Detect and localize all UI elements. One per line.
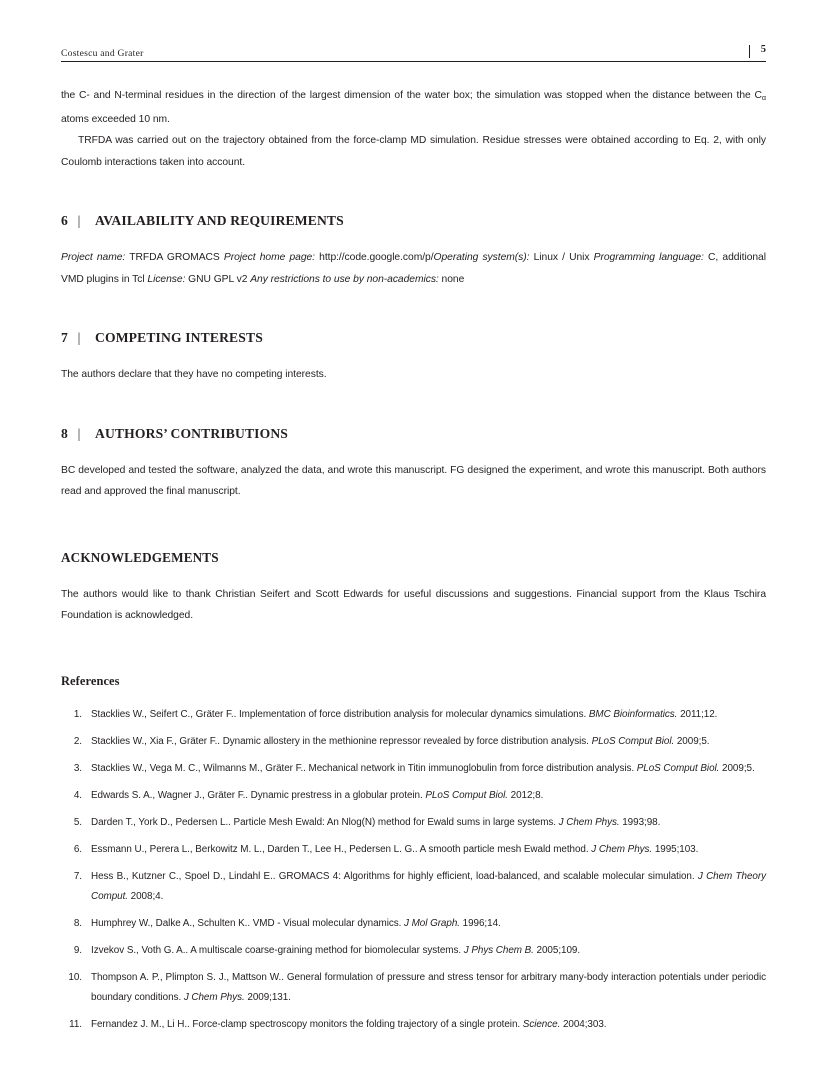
reference-text bbox=[91, 759, 766, 779]
paragraph-authors-contributions: BC developed and tested the software, analyzed the data, and wrote this manuscript. FG designed the experiment, and wrote this manuscript. Both authors read and approved the final manuscript. bbox=[61, 464, 766, 497]
references-heading: References bbox=[61, 673, 120, 688]
reference-authors-title: Humphrey W., Dalke A., Schulten K.. VMD - Visual molecular dynamics. bbox=[91, 917, 405, 929]
reference-authors-title: Edwards S. A., Wagner J., Gräter F.. Dynamic prestress in a globular protein. bbox=[91, 789, 426, 801]
reference-item bbox=[61, 759, 766, 779]
reference-year-volume: 1996;14. bbox=[459, 917, 501, 929]
reference-journal: J Chem Phys. bbox=[558, 816, 620, 828]
reference-number: 8. bbox=[73, 917, 82, 929]
reference-year-volume: 2009;5. bbox=[674, 735, 710, 747]
section-heading-availability bbox=[61, 213, 766, 229]
reference-number: 10. bbox=[68, 971, 82, 983]
section-separator-icon: | bbox=[77, 425, 81, 441]
reference-item bbox=[61, 705, 766, 725]
reference-number: 9. bbox=[73, 944, 82, 956]
reference-number: 5. bbox=[73, 816, 82, 828]
availability-field-label-4: License: bbox=[147, 273, 186, 285]
paragraph-availability-fields bbox=[61, 247, 766, 290]
section-number-8: 8 bbox=[61, 425, 68, 441]
running-head-page-group bbox=[749, 43, 766, 56]
reference-text bbox=[91, 867, 766, 906]
reference-number: 7. bbox=[73, 871, 82, 883]
reference-year-volume: 1993;98. bbox=[619, 816, 661, 828]
reference-year-volume: 2012;8. bbox=[507, 789, 544, 801]
section-title-availability: AVAILABILITY AND REQUIREMENTS bbox=[95, 213, 344, 228]
reference-authors-title: Stacklies W., Vega M. C., Wilmanns M., Gräter F.. Mechanical network in Titin immunoglobulin from force distribution analysis. bbox=[91, 762, 637, 774]
header-divider bbox=[61, 61, 766, 62]
reference-text bbox=[91, 732, 766, 752]
reference-text bbox=[91, 914, 766, 934]
reference-number: 2. bbox=[73, 735, 82, 747]
reference-journal: J Chem Phys. bbox=[183, 991, 245, 1003]
reference-journal: J Chem Phys. bbox=[591, 843, 653, 855]
availability-field-value-0: TRFDA GROMACS bbox=[125, 252, 224, 263]
reference-text bbox=[91, 941, 766, 961]
availability-field-label-2: Operating system(s): bbox=[433, 252, 530, 263]
section-title-competing-interests: COMPETING INTERESTS bbox=[95, 330, 263, 345]
reference-year-volume: 2005;109. bbox=[533, 944, 581, 956]
availability-field-value-4: GNU GPL v2 bbox=[185, 273, 251, 285]
reference-text bbox=[91, 705, 766, 725]
reference-year-volume: 2008;4. bbox=[127, 890, 164, 902]
page-content bbox=[61, 0, 766, 1042]
reference-item bbox=[61, 786, 766, 806]
availability-field-label-5: Any restrictions to use by non-academics: bbox=[250, 273, 439, 285]
availability-field-value-2: Linux / Unix bbox=[529, 252, 594, 263]
reference-text bbox=[91, 786, 766, 806]
reference-item bbox=[61, 968, 766, 1007]
reference-authors-title: Fernandez J. M., Li H.. Force-clamp spectroscopy monitors the folding trajectory of a single protein. bbox=[91, 1018, 523, 1030]
paragraph-text-post: atoms exceeded 10 nm. bbox=[61, 113, 170, 125]
section-number-7: 7 bbox=[61, 330, 68, 345]
paragraph-text-pre: the C- and N-terminal residues in the direction of the largest dimension of the water box; the simulation was stopped when the distance between the C bbox=[61, 90, 762, 101]
reference-journal: J Chem Theory Comput. bbox=[91, 871, 766, 902]
reference-journal: J Mol Graph. bbox=[404, 917, 460, 929]
reference-number: 1. bbox=[73, 708, 82, 720]
paragraph-methods-continued bbox=[61, 85, 766, 130]
reference-authors-title: Stacklies W., Seifert C., Gräter F.. Implementation of force distribution analysis for molecular dynamics simulations. bbox=[91, 708, 589, 720]
availability-field-label-1: Project home page: bbox=[223, 252, 315, 263]
reference-year-volume: 2009;5. bbox=[719, 762, 755, 774]
reference-authors-title: Hess B., Kutzner C., Spoel D., Lindahl E.. GROMACS 4: Algorithms for highly efficient, load-balanced, and scalable molecular simulation. bbox=[91, 871, 698, 883]
references-list bbox=[61, 705, 766, 1035]
reference-text bbox=[91, 1015, 766, 1035]
reference-item bbox=[61, 813, 766, 833]
running-head-separator-rule bbox=[749, 45, 750, 58]
reference-year-volume: 2011;12. bbox=[677, 708, 718, 720]
reference-journal: PLoS Comput Biol. bbox=[636, 762, 720, 774]
availability-field-value-3: C, additional VMD plugins in Tcl bbox=[61, 252, 766, 285]
reference-item bbox=[61, 732, 766, 752]
reference-journal: PLoS Comput Biol. bbox=[425, 789, 508, 801]
reference-authors-title: Darden T., York D., Pedersen L.. Particle Mesh Ewald: An Nlog(N) method for Ewald sums in large systems. bbox=[91, 816, 559, 828]
availability-field-label-3: Programming language: bbox=[593, 252, 704, 263]
reference-number: 4. bbox=[73, 789, 82, 801]
paragraph-trfda: TRFDA was carried out on the trajectory obtained from the force-clamp MD simulation. Residue stresses were obtained according to Eq. 2, with only Coulomb interactions taken into account. bbox=[61, 135, 766, 168]
reference-year-volume: 1995;103. bbox=[652, 843, 699, 855]
section-heading-authors-contributions bbox=[61, 426, 766, 442]
availability-field-label-0: Project name: bbox=[61, 252, 126, 263]
section-separator-icon: | bbox=[77, 330, 81, 345]
reference-number: 3. bbox=[73, 762, 82, 774]
reference-journal: Science. bbox=[522, 1018, 561, 1030]
reference-text bbox=[91, 968, 766, 1007]
reference-item bbox=[61, 1015, 766, 1035]
reference-authors-title: Essmann U., Perera L., Berkowitz M. L., Darden T., Lee H., Pedersen L. G.. A smooth particle mesh Ewald method. bbox=[91, 843, 592, 855]
reference-number: 11. bbox=[69, 1018, 82, 1030]
reference-journal: PLoS Comput Biol. bbox=[591, 735, 675, 747]
reference-authors-title: Thompson A. P., Plimpton S. J., Mattson W.. General formulation of pressure and stress tensor for arbitrary many-body interaction potentials under periodic boundary conditions. bbox=[91, 971, 766, 1003]
reference-journal: J Phys Chem B. bbox=[463, 944, 534, 956]
reference-item bbox=[61, 867, 766, 906]
section-number-6: 6 bbox=[61, 213, 68, 228]
running-head-authors: Costescu and Grater bbox=[61, 48, 144, 59]
subscript-alpha: α bbox=[761, 93, 766, 102]
reference-year-volume: 2004;303. bbox=[560, 1018, 607, 1030]
reference-item bbox=[61, 941, 766, 961]
section-separator-icon: | bbox=[77, 213, 81, 228]
reference-text bbox=[91, 813, 766, 833]
paragraph-competing-interests: The authors declare that they have no competing interests. bbox=[61, 369, 327, 380]
reference-text bbox=[91, 840, 766, 860]
reference-year-volume: 2009;131. bbox=[244, 991, 291, 1003]
section-heading-competing-interests bbox=[61, 330, 766, 346]
running-head bbox=[61, 0, 766, 69]
reference-number: 6. bbox=[73, 843, 82, 855]
availability-field-value-1: http://code.google.com/p/ bbox=[314, 252, 434, 263]
reference-authors-title: Stacklies W., Xia F., Gräter F.. Dynamic allostery in the methionine repressor revealed by force distribution analysis. bbox=[91, 735, 592, 747]
section-title-authors-contributions: AUTHORS’ CONTRIBUTIONS bbox=[95, 425, 289, 441]
reference-journal: BMC Bioinformatics. bbox=[588, 708, 678, 720]
reference-authors-title: Izvekov S., Voth G. A.. A multiscale coarse-graining method for biomolecular systems. bbox=[91, 944, 464, 956]
section-heading-acknowledgements: ACKNOWLEDGEMENTS bbox=[61, 549, 219, 565]
reference-item bbox=[61, 840, 766, 860]
availability-field-value-5: none bbox=[438, 273, 465, 285]
paragraph-acknowledgements: The authors would like to thank Christian Seifert and Scott Edwards for useful discussions and suggestions. Financial support from the Klaus Tschira Foundation is acknowledged. bbox=[61, 588, 766, 621]
reference-item bbox=[61, 914, 766, 934]
page-number: 5 bbox=[760, 44, 766, 55]
